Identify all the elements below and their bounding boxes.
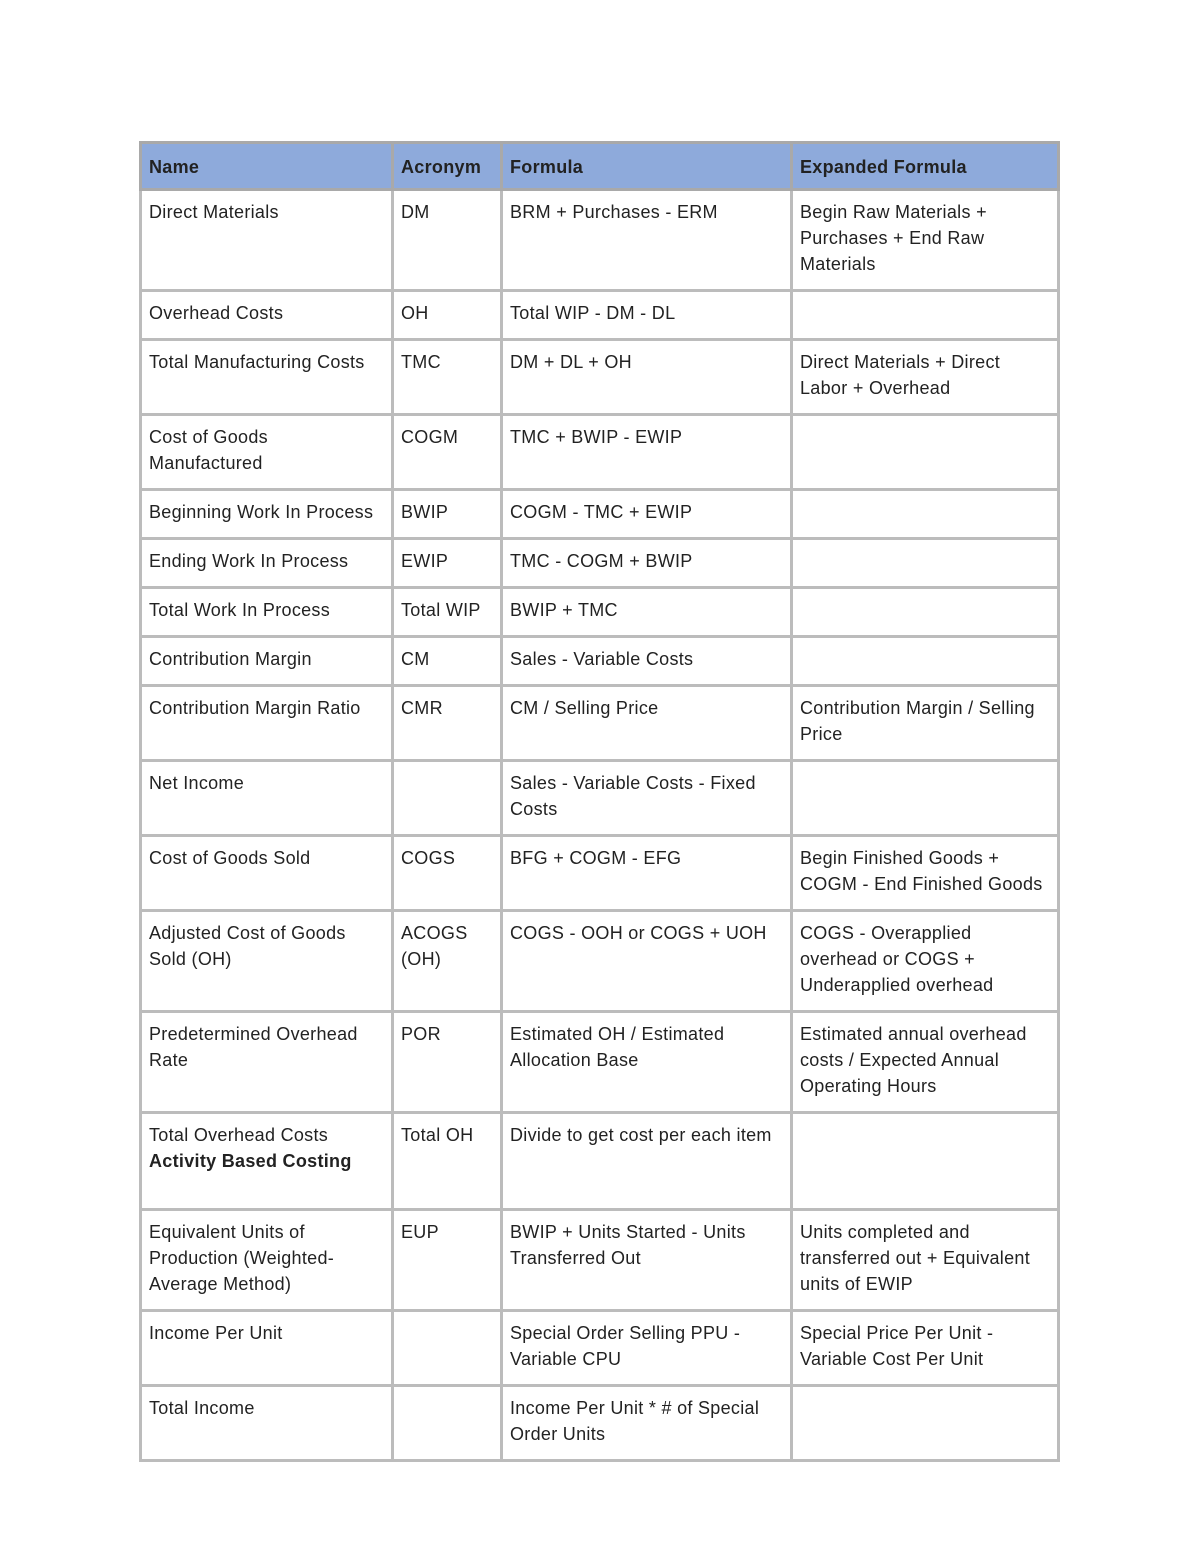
cell-formula: Divide to get cost per each item [502, 1113, 792, 1210]
cell-name: Direct Materials [141, 190, 393, 291]
table-row [141, 588, 1059, 637]
cell-expanded [792, 1113, 1059, 1210]
table-row [141, 637, 1059, 686]
cell-acronym [393, 1311, 502, 1386]
cell-name: Total Income [141, 1386, 393, 1461]
cell-expanded: Contribution Margin / Selling Price [792, 686, 1059, 761]
cell-formula: Special Order Selling PPU - Variable CPU [502, 1311, 792, 1386]
cell-acronym: TMC [393, 340, 502, 415]
cell-expanded [792, 291, 1059, 340]
cell-name: Total Work In Process [141, 588, 393, 637]
cell-expanded [792, 1386, 1059, 1461]
table-row [141, 490, 1059, 539]
cell-formula: COGS - OOH or COGS + UOH [502, 911, 792, 1012]
cell-expanded: Direct Materials + Direct Labor + Overhead [792, 340, 1059, 415]
header-formula: Formula [502, 143, 792, 190]
cell-acronym: Total WIP [393, 588, 502, 637]
cell-acronym: EWIP [393, 539, 502, 588]
table-row [141, 1012, 1059, 1113]
cell-acronym [393, 1386, 502, 1461]
cell-name: Ending Work In Process [141, 539, 393, 588]
cell-formula: CM / Selling Price [502, 686, 792, 761]
cell-expanded: Begin Raw Materials + Purchases + End Raw Materials [792, 190, 1059, 291]
table-row [141, 539, 1059, 588]
cell-name: Contribution Margin [141, 637, 393, 686]
table-header [141, 143, 1059, 190]
cell-name: Beginning Work In Process [141, 490, 393, 539]
table-row [141, 761, 1059, 836]
cell-name: Cost of Goods Sold [141, 836, 393, 911]
cell-expanded [792, 490, 1059, 539]
header-name: Name [141, 143, 393, 190]
cell-name: Contribution Margin Ratio [141, 686, 393, 761]
cell-name: Net Income [141, 761, 393, 836]
cell-acronym: BWIP [393, 490, 502, 539]
cell-expanded [792, 588, 1059, 637]
cell-acronym: OH [393, 291, 502, 340]
table-row [141, 1113, 1059, 1210]
cell-name: Cost of Goods Manufactured [141, 415, 393, 490]
cell-formula: Income Per Unit * # of Special Order Units [502, 1386, 792, 1461]
cell-formula: BFG + COGM - EFG [502, 836, 792, 911]
cell-expanded [792, 761, 1059, 836]
cell-acronym [393, 761, 502, 836]
table-row [141, 340, 1059, 415]
cell-expanded: Begin Finished Goods + COGM - End Finished Goods [792, 836, 1059, 911]
cell-formula: BWIP + Units Started - Units Transferred Out [502, 1210, 792, 1311]
table-row [141, 190, 1059, 291]
cell-name: Overhead Costs [141, 291, 393, 340]
cell-formula: BWIP + TMC [502, 588, 792, 637]
cell-name [141, 1113, 393, 1210]
cell-acronym: POR [393, 1012, 502, 1113]
cell-name: Total Manufacturing Costs [141, 340, 393, 415]
cell-formula: Estimated OH / Estimated Allocation Base [502, 1012, 792, 1113]
cell-acronym: COGM [393, 415, 502, 490]
cell-formula: TMC - COGM + BWIP [502, 539, 792, 588]
table-row [141, 291, 1059, 340]
cell-name: Predetermined Overhead Rate [141, 1012, 393, 1113]
cell-formula: DM + DL + OH [502, 340, 792, 415]
cell-formula: Sales - Variable Costs - Fixed Costs [502, 761, 792, 836]
cell-expanded: COGS - Overapplied overhead or COGS + Underapplied overhead [792, 911, 1059, 1012]
header-row [141, 143, 1059, 190]
cell-name: Income Per Unit [141, 1311, 393, 1386]
cell-expanded [792, 539, 1059, 588]
cell-formula: TMC + BWIP - EWIP [502, 415, 792, 490]
header-acronym: Acronym [393, 143, 502, 190]
formula-table [139, 141, 1060, 1462]
cell-formula: Sales - Variable Costs [502, 637, 792, 686]
table-row [141, 911, 1059, 1012]
table-row [141, 1311, 1059, 1386]
table-row [141, 686, 1059, 761]
cell-expanded: Estimated annual overhead costs / Expected Annual Operating Hours [792, 1012, 1059, 1113]
table-row [141, 836, 1059, 911]
table-body [141, 190, 1059, 1461]
table-row [141, 1210, 1059, 1311]
cell-acronym: DM [393, 190, 502, 291]
cell-name-line: Total Overhead Costs [149, 1125, 329, 1145]
cell-formula: COGM - TMC + EWIP [502, 490, 792, 539]
cell-acronym: CM [393, 637, 502, 686]
cell-acronym: Total OH [393, 1113, 502, 1210]
cell-formula: Total WIP - DM - DL [502, 291, 792, 340]
cell-name: Equivalent Units of Production (Weighted-Average Method) [141, 1210, 393, 1311]
table-row [141, 415, 1059, 490]
cell-expanded: Units completed and transferred out + Equivalent units of EWIP [792, 1210, 1059, 1311]
table-row [141, 1386, 1059, 1461]
cell-acronym: CMR [393, 686, 502, 761]
cell-name-subtitle: Activity Based Costing [149, 1151, 352, 1171]
header-expanded-formula: Expanded Formula [792, 143, 1059, 190]
cell-expanded: Special Price Per Unit - Variable Cost Per Unit [792, 1311, 1059, 1386]
cell-acronym: COGS [393, 836, 502, 911]
cell-expanded [792, 637, 1059, 686]
cell-formula: BRM + Purchases - ERM [502, 190, 792, 291]
cell-expanded [792, 415, 1059, 490]
cell-acronym: ACOGS (OH) [393, 911, 502, 1012]
cell-acronym: EUP [393, 1210, 502, 1311]
cell-name: Adjusted Cost of Goods Sold (OH) [141, 911, 393, 1012]
